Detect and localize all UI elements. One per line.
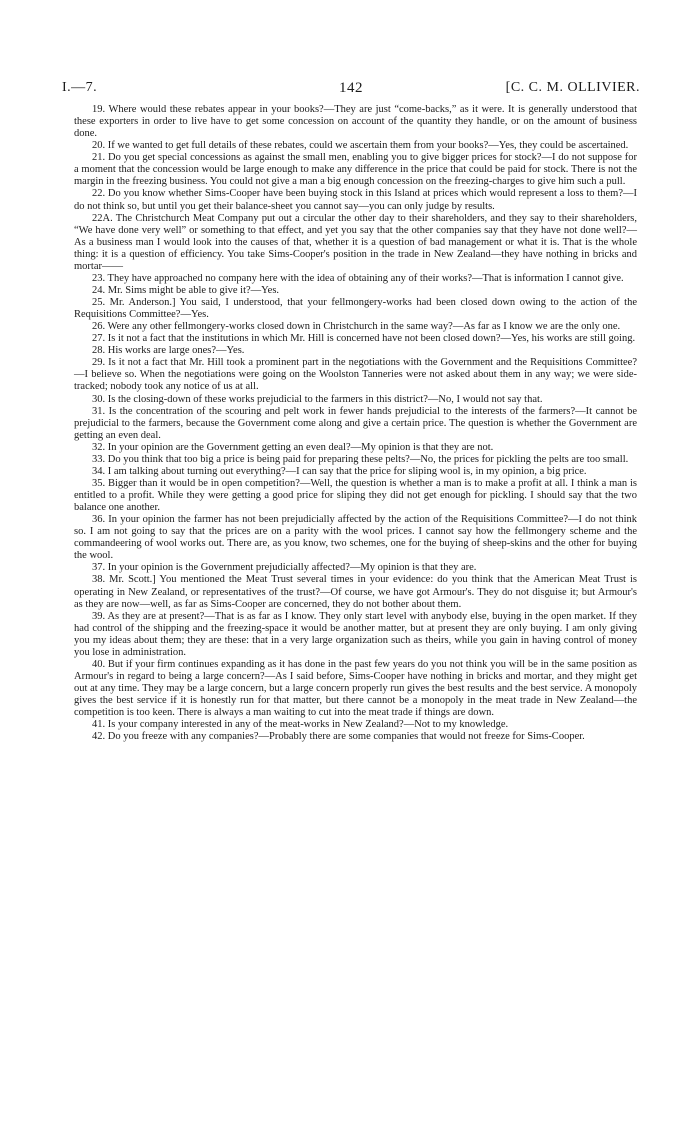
paragraph: 23. They have approached no company here with the idea of obtaining any of their works?—That is information I cannot give. [92, 272, 624, 284]
paragraph: 38. Mr. Scott.] You mentioned the Meat Trust several times in your evidence: do you think that the American Meat Trust is operating in New Zealand, or representatives of the trust?—Of course, we have got Armour's. They do not disguise it; but Armour's as they are now—well, as far as Sims-Cooper are concerned, they do not bother about them. [74, 574, 637, 610]
paragraph: 20. If we wanted to get full details of these rebates, could we ascertain them from your books?—Yes, they could be ascertained. [92, 140, 629, 152]
page-number: 142 [339, 80, 363, 96]
paragraph: 39. As they are at present?—That is as far as I know. They only start level with anybody else, buying in the open market. If they had control of the shipping and the freezing-space it would be another matter, but at present they are only buying. I am only giving you my ideas about them; they are these: that in a very large organization such as theirs, while you gain in having control of money you lose in administration. [74, 610, 637, 658]
paragraph: 26. Were any other fellmongery-works closed down in Christchurch in the same way?—As far as I know we are the only one. [92, 321, 621, 333]
paragraph: 33. Do you think that too big a price is being paid for preparing these pelts?—No, the prices for pickling the pelts are too small. [92, 453, 629, 465]
witness-name: [C. C. M. OLLIVIER. [505, 80, 640, 95]
paragraph: 41. Is your company interested in any of the meat-works in New Zealand?—Not to my knowledge. [92, 719, 509, 731]
document-reference: I.—7. [62, 80, 98, 95]
paragraph: 28. His works are large ones?—Yes. [92, 345, 245, 357]
paragraph: 31. Is the concentration of the scouring and pelt work in fewer hands prejudicial to the interests of the farmers?—It cannot be prejudicial to the farmers, because the Government come along and give a certain price. The question is whether the Government are getting an even deal. [74, 405, 637, 441]
paragraph: 21. Do you get special concessions as against the small men, enabling you to give bigger prices for stock?—I do not suppose for a moment that the concession would be large enough to make any difference in the price that could be paid for stock. There is not the margin in the freezing business. You could not give a man a big enough concession on the freezing-charges to give him such a pull. [74, 152, 637, 188]
paragraph: 34. I am talking about turning out everything?—I can say that the price for sliping wool is, in my opinion, a big price. [92, 465, 587, 477]
paragraph: 22A. The Christchurch Meat Company put out a circular the other day to their shareholders, and they say to their shareholders, “We have done very well” or something to that effect, and yet you say that the other companies say that they have not done well?—As a business man I would look into the causes of that, whether it is a question of bad management or what it is. That is the whole thing: it is a question of efficiency. You take Sims-Cooper's position in the trade in New Zealand—they have nothing in bricks and mortar—— [74, 212, 637, 272]
body-text [74, 104, 637, 743]
paragraph: 37. In your opinion is the Government prejudicially affected?—My opinion is that they are. [92, 562, 477, 574]
paragraph: 24. Mr. Sims might be able to give it?—Yes. [92, 284, 280, 296]
paragraph: 29. Is it not a fact that Mr. Hill took a prominent part in the negotiations with the Government and the Requisitions Committee?—I believe so. When the negotiations were going on the Woolston Tanneries were not asked about them in any way; we were side-tracked; nobody took any notice of us at all. [74, 357, 637, 393]
paragraph: 19. Where would these rebates appear in your books?—They are just “come-backs,” as it were. It is generally understood that these exporters in order to live have to get some concession on account of the quantity they handle, or on the amount of business done. [74, 104, 637, 140]
paragraph: 42. Do you freeze with any companies?—Probably there are some companies that would not freeze for Sims-Cooper. [92, 731, 585, 743]
paragraph: 40. But if your firm continues expanding as it has done in the past few years do you not think you will be in the same position as Armour's in regard to being a large concern?—As I said before, Sims-Cooper have nothing in bricks and mortar, and they might get out at any time. They may be a large concern, but a large concern properly run gives the best results and the best service. A monopoly gives the best service if it is honestly run for that matter, but there cannot be a monopoly in the meat trade in New Zealand—the competition is too keen. There is always a man waiting to cut into the meat trade if things are down. [74, 658, 637, 719]
paragraph: 22. Do you know whether Sims-Cooper have been buying stock in this Island at prices which would represent a loss to them?—I do not think so, but until you get their balance-sheet you cannot say—you can only judge by results. [74, 188, 637, 212]
page-header [62, 80, 640, 102]
paragraph: 35. Bigger than it would be in open competition?—Well, the question is whether a man is to make a profit at all. I think a man is entitled to a profit. While they were getting a good price for sliping they did not get enough for pickling. I should say that the two balance one another. [74, 477, 637, 514]
paragraph: 25. Mr. Anderson.] You said, I understood, that your fellmongery-works had been closed down owing to the action of the Requisitions Committee?—Yes. [74, 297, 637, 321]
paragraph: 27. Is it not a fact that the institutions in which Mr. Hill is concerned have not been closed down?—Yes, his works are still going. [92, 333, 636, 345]
paragraph: 36. In your opinion the farmer has not been prejudicially affected by the action of the Requisitions Committee?—I do not think so. I am not going to say that the prices are on a parity with the wool prices. I cannot say how the fellmongery scheme and the commandeering of wool works out. There are, as you know, two schemes, one for the buying of sheep-skins and the other for buying the wool. [74, 514, 637, 562]
paragraph: 30. Is the closing-down of these works prejudicial to the farmers in this district?—No, I would not say that. [92, 393, 543, 405]
paragraph: 32. In your opinion are the Government getting an even deal?—My opinion is that they are not. [92, 441, 494, 453]
